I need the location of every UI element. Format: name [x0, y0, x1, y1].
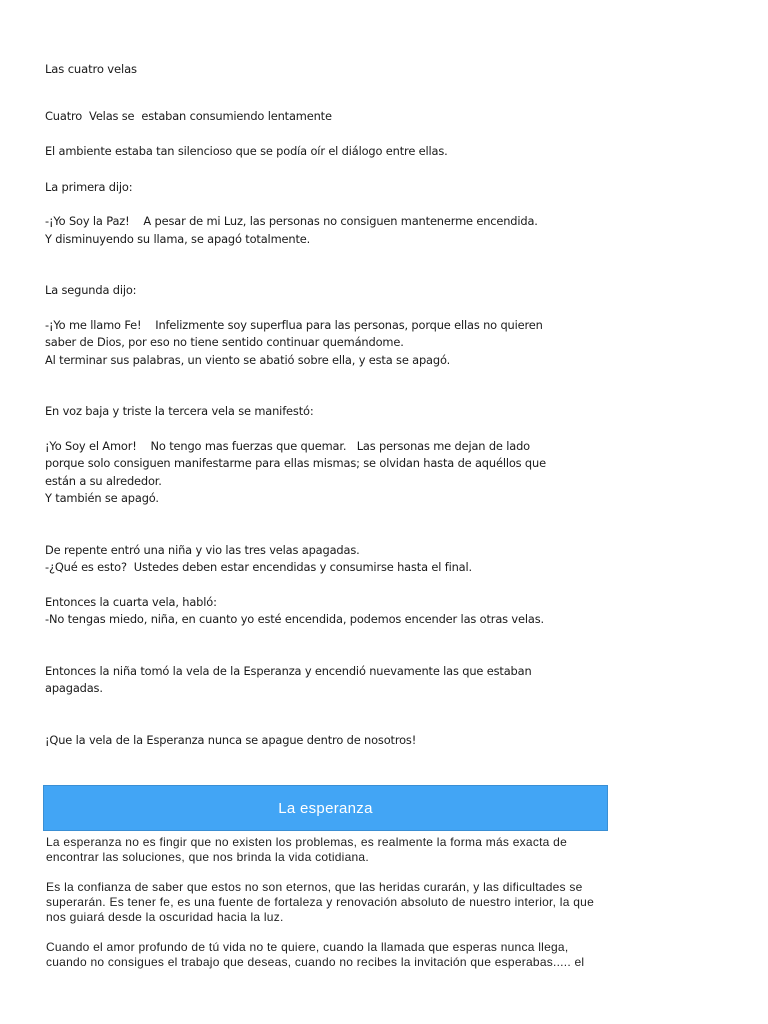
story-paragraph: ¡Yo Soy el Amor! No tengo mas fuerzas que quemar. Las personas me dejan de lado porque solo consiguen manifestarme para ellas mismas; se olvidan hasta de aquéllos que están a su alrededor. Y también se apagó. [45, 438, 546, 505]
story-paragraph: En voz baja y triste la tercera vela se manifestó: [45, 404, 314, 418]
essay-section [46, 835, 606, 970]
story-paragraph: La primera dijo: [45, 179, 133, 194]
story-section [45, 61, 605, 749]
essay-paragraph: Es la confianza de saber que estos no son eternos, que las heridas curarán, y las dificultades se superarán. Es tener fe, es una fuente de fortaleza y renovación absoluto de nuestro interior, la que nos guiará desde la oscuridad hacia la luz. [46, 880, 595, 924]
story-paragraph: El ambiente estaba tan silencioso que se podía oír el diálogo entre ellas. [45, 144, 448, 158]
story-paragraph: ¡Que la vela de la Esperanza nunca se apague dentro de nosotros! [45, 732, 417, 747]
section-header-title: La esperanza [278, 799, 373, 817]
story-paragraph: Entonces la cuarta vela, habló: -No tengas miedo, niña, en cuanto yo esté encendida, podemos encender las otras velas. [45, 594, 544, 626]
essay-paragraph: Cuando el amor profundo de tú vida no te quiere, cuando la llamada que esperas nunca llega, cuando no consigues el trabajo que deseas, cuando no recibes la invitación que esperabas..... el [46, 940, 585, 969]
story-paragraph: Entonces la niña tomó la vela de la Esperanza y encendió nuevamente las que estaban apagadas. [45, 663, 532, 695]
story-paragraph: -¡Yo me llamo Fe! Infelizmente soy superflua para las personas, porque ellas no quieren saber de Dios, por eso no tiene sentido continuar quemándome. Al terminar sus palabras, un viento se abatió sobre ella, y esta se apagó. [45, 317, 543, 367]
story-paragraph: La segunda dijo: [45, 283, 137, 297]
story-paragraph: De repente entró una niña y vio las tres velas apagadas. -¿Qué es esto? Ustedes deben estar encendidas y consumirse hasta el final. [45, 542, 473, 574]
essay-paragraph: La esperanza no es fingir que no existen los problemas, es realmente la forma más exacta de encontrar las soluciones, que nos brinda la vida cotidiana. [46, 835, 568, 864]
story-title: Las cuatro velas [45, 62, 137, 76]
story-paragraph: Cuatro Velas se estaban consumiendo lentamente [45, 108, 332, 123]
story-paragraph: -¡Yo Soy la Paz! A pesar de mi Luz, las personas no consiguen mantenerme encendida. Y disminuyendo su llama, se apagó totalmente. [45, 214, 538, 246]
section-header-banner [43, 785, 608, 831]
